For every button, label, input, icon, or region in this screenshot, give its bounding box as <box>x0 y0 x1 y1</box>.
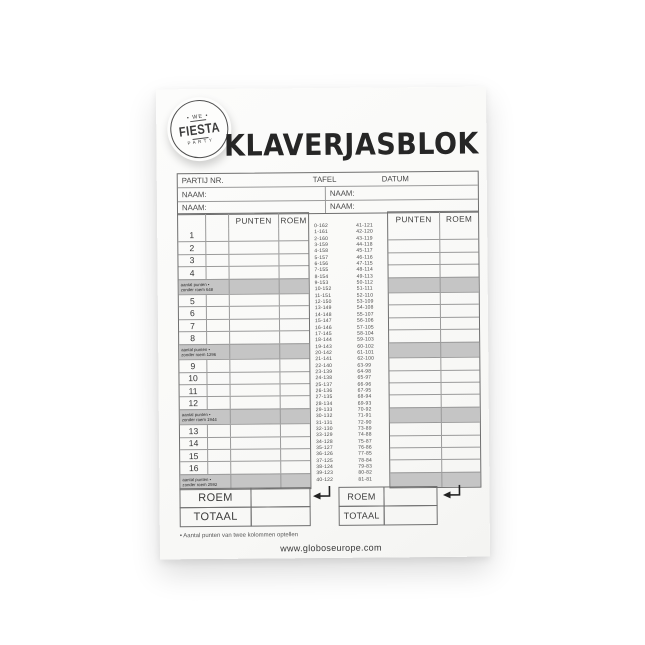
round-number: 3 <box>189 255 195 266</box>
score-row-10 <box>179 371 309 385</box>
score-row-13 <box>180 423 310 437</box>
totaal-cell <box>384 505 438 525</box>
mark-cell <box>206 295 229 307</box>
punten-cell <box>228 254 278 266</box>
roem-cell <box>280 384 310 396</box>
reference-pair: 53-109 <box>356 298 374 305</box>
score-row-3 <box>388 251 478 264</box>
reference-pair: 4-158 <box>314 248 329 255</box>
mark-cell <box>207 450 230 462</box>
subtotal-label: aantal punten • zonder roem 1296 <box>181 346 217 358</box>
reference-pair: 48-114 <box>356 266 373 274</box>
round-number: 5 <box>189 295 195 306</box>
round-number: 8 <box>190 333 196 344</box>
reference-pair: 57-105 <box>357 324 374 331</box>
roem-cell <box>279 266 309 278</box>
reference-pair: 21-141 <box>315 356 333 363</box>
subtotal-label: aantal punten • zonder roem 2592 <box>182 476 218 488</box>
reference-pair: 69-93 <box>357 400 372 407</box>
score-pad-sheet <box>156 87 490 560</box>
reference-pair: 41-121 <box>356 222 373 229</box>
punten-cell <box>228 242 278 254</box>
reference-pair: 9-153 <box>314 280 329 287</box>
roem-total-row <box>179 487 310 508</box>
carry-arrow-left-icon <box>310 486 332 502</box>
reference-pair: 66-96 <box>357 381 372 388</box>
roem-cell <box>439 240 478 252</box>
score-row-7 <box>389 316 479 329</box>
reference-pair: 0-162 <box>314 222 328 230</box>
reference-pair: 39-123 <box>316 470 334 477</box>
round-number: 2 <box>189 243 195 254</box>
round-number: 12 <box>188 398 199 409</box>
punten-cell <box>229 307 279 319</box>
score-row-11 <box>390 382 480 395</box>
mark-cell <box>207 397 230 409</box>
reference-pair: 40-122 <box>316 476 334 483</box>
score-row-16 <box>390 459 480 472</box>
score-row-14 <box>390 434 480 447</box>
reference-pair: 42-120 <box>356 228 374 236</box>
score-row-15 <box>390 447 480 460</box>
subtotal-row <box>389 276 479 292</box>
mark-cell <box>205 229 228 242</box>
round-number: 4 <box>189 267 195 279</box>
reference-pair: 73-89 <box>357 425 372 432</box>
punten-cell <box>389 330 440 342</box>
totaal-cell <box>251 506 311 527</box>
punten-cell <box>229 294 279 306</box>
reference-pair: 20-142 <box>315 349 333 356</box>
roem-cell <box>440 330 479 342</box>
reference-pair: 33-129 <box>315 432 333 439</box>
reference-pair: 23-139 <box>315 368 333 375</box>
punten-cell <box>228 228 278 241</box>
left-score-rows <box>178 228 310 489</box>
score-reference-column-a <box>314 223 354 483</box>
roem-cell <box>441 460 480 472</box>
roem-cell <box>440 293 479 305</box>
round-number: 1 <box>189 230 195 241</box>
mark-cell <box>207 462 230 474</box>
mark-cell <box>206 360 229 372</box>
score-row-4 <box>388 264 478 277</box>
reference-pair: 32-130 <box>315 425 333 433</box>
roem-cell <box>440 305 479 317</box>
roem-cell <box>280 449 310 461</box>
roem-cell <box>279 294 309 306</box>
reference-pair: 60-102 <box>357 343 375 350</box>
punten-cell <box>230 409 280 424</box>
punten-cell <box>389 370 440 382</box>
reference-pair: 7-155 <box>314 267 329 274</box>
score-row-2 <box>178 241 308 255</box>
roem-cell <box>280 409 310 424</box>
reference-pair: 15-147 <box>314 318 332 325</box>
reference-pair: 13-149 <box>314 305 332 312</box>
reference-pair: 59-103 <box>357 336 374 343</box>
reference-pair: 71-91 <box>357 412 372 420</box>
mark-cell <box>206 307 229 319</box>
roem-cell <box>279 372 309 384</box>
punten-cell <box>229 344 279 359</box>
score-row-10 <box>389 369 479 382</box>
subtotal-label: aantal punten • zonder roem 1944 <box>181 411 217 423</box>
roem-cell <box>441 448 480 460</box>
score-row-6 <box>179 306 309 320</box>
reference-pair: 43-119 <box>356 235 373 242</box>
punten-cell <box>390 460 441 472</box>
roem-cell <box>280 461 310 473</box>
roem-total-label: ROEM <box>179 488 251 509</box>
roem-cell <box>280 437 310 449</box>
left-score-table <box>177 212 311 490</box>
reference-pair: 16-146 <box>315 324 332 331</box>
punten-cell <box>389 305 440 317</box>
round-number-header <box>178 214 205 229</box>
datum-label: DATUM <box>381 174 409 184</box>
reference-pair: 34-128 <box>316 438 333 445</box>
round-number: 9 <box>190 360 196 371</box>
mark-cell <box>206 320 229 332</box>
left-totals-block <box>179 487 310 527</box>
roem-header: ROEM <box>278 213 308 228</box>
reference-pair: 78-84 <box>358 457 373 464</box>
reference-pair: 79-83 <box>358 463 373 470</box>
footnote: • Aantal punten van twee kolommen optellen <box>179 532 299 540</box>
reference-pair: 31-131 <box>315 419 333 426</box>
subtotal-row <box>390 406 480 422</box>
carry-arrow-right-icon <box>440 485 462 501</box>
punten-cell <box>389 343 440 358</box>
reference-pair: 17-145 <box>315 330 332 337</box>
punten-cell <box>229 267 279 279</box>
subtotal-row <box>179 278 309 295</box>
badge-brand-name: FIESTA <box>178 119 221 140</box>
reference-pair: 1-161 <box>314 229 329 236</box>
reference-pair: 56-106 <box>356 317 374 324</box>
naam-label: NAAM: <box>325 199 478 213</box>
score-row-9 <box>389 357 479 370</box>
page-title: KLAVERJASBLOK <box>223 127 480 164</box>
score-row-5 <box>389 292 479 305</box>
reference-pair: 58-104 <box>357 330 374 337</box>
reference-pair: 67-95 <box>357 387 372 394</box>
reference-pair: 5-157 <box>314 254 329 261</box>
roem-cell <box>439 265 478 277</box>
punten-cell <box>230 384 280 396</box>
right-score-table <box>387 211 481 489</box>
punten-cell <box>388 253 439 265</box>
round-number: 6 <box>189 308 195 319</box>
mark-cell <box>207 437 230 449</box>
reference-pair: 70-92 <box>357 406 372 413</box>
roem-cell <box>279 307 309 319</box>
punten-cell <box>389 265 440 277</box>
roem-cell <box>440 277 479 292</box>
reference-pair: 61-101 <box>357 349 375 356</box>
score-row-14 <box>180 436 310 450</box>
reference-pair: 75-87 <box>358 438 372 445</box>
score-row-7 <box>179 318 309 332</box>
reference-pair: 30-132 <box>315 413 333 420</box>
punten-cell <box>390 448 441 460</box>
reference-pair: 29-133 <box>315 406 333 414</box>
roem-cell <box>279 331 309 343</box>
reference-pair: 44-118 <box>356 241 373 248</box>
mark-cell <box>207 385 230 397</box>
punten-cell <box>388 227 439 240</box>
score-row-15 <box>180 448 310 462</box>
reference-pair: 14-148 <box>314 311 332 318</box>
roem-cell <box>439 252 478 264</box>
roem-cell <box>279 279 309 294</box>
website-url: www.globoseurope.com <box>280 542 382 554</box>
mark-cell <box>205 255 228 267</box>
totaal-label: TOTAAL <box>339 505 385 525</box>
match-info-table <box>177 171 479 216</box>
score-row-3 <box>178 253 308 267</box>
totaal-row <box>339 505 438 526</box>
roem-cell <box>279 344 309 359</box>
punten-cell <box>390 423 441 435</box>
mark-cell <box>206 332 229 344</box>
reference-pair: 25-137 <box>315 381 333 388</box>
round-number: 16 <box>188 463 199 474</box>
reference-pair: 80-82 <box>358 469 373 477</box>
punten-cell <box>230 462 280 474</box>
reference-pair: 10-152 <box>314 286 332 293</box>
partij-nr-label: PARTIJ NR. <box>181 176 224 186</box>
naam-label: NAAM: <box>181 189 207 200</box>
punten-header: PUNTEN <box>395 215 432 225</box>
mark-cell <box>207 425 230 437</box>
roem-cell <box>278 254 308 266</box>
reference-pair: 54-108 <box>356 305 374 312</box>
roem-cell <box>280 424 310 436</box>
roem-total-cell <box>383 486 437 506</box>
reference-pair: 77-85 <box>358 450 372 458</box>
left-table-header <box>178 213 308 229</box>
reference-pair: 45-117 <box>356 247 373 255</box>
subtotal-label: aantal punten • zonder roem 648 <box>180 281 214 293</box>
reference-pair: 11-151 <box>314 292 332 299</box>
reference-pair: 74-88 <box>357 431 372 439</box>
reference-pair: 22-140 <box>315 362 333 369</box>
punten-cell <box>389 293 440 305</box>
roem-cell <box>279 359 309 371</box>
reference-pair: 68-94 <box>357 393 372 400</box>
reference-pair: 19-143 <box>315 343 333 350</box>
reference-pair: 49-113 <box>356 273 374 280</box>
punten-cell <box>389 358 440 370</box>
round-number: 14 <box>188 438 199 449</box>
score-row-1 <box>388 227 478 240</box>
reference-pair: 18-144 <box>315 337 332 344</box>
score-row-11 <box>180 383 310 397</box>
score-row-16 <box>180 460 310 474</box>
reference-pair: 38-124 <box>316 463 334 471</box>
reference-pair: 50-112 <box>356 279 374 286</box>
score-row-12 <box>180 395 310 409</box>
reference-pair: 28-134 <box>315 400 333 407</box>
naam-label: NAAM: <box>325 186 478 200</box>
reference-pair: 26-136 <box>315 387 333 395</box>
reference-pair: 76-86 <box>358 444 372 451</box>
reference-pair: 72-90 <box>357 419 372 426</box>
score-row-5 <box>179 293 309 307</box>
reference-pair: 62-100 <box>357 355 375 362</box>
reference-pair: 6-156 <box>314 261 329 268</box>
round-number: 13 <box>188 425 199 437</box>
reference-pair: 63-99 <box>357 362 372 369</box>
reference-pair: 24-138 <box>315 375 333 382</box>
reference-pair: 65-97 <box>357 374 372 381</box>
totaal-row <box>180 506 311 527</box>
roem-cell <box>279 319 309 331</box>
score-row-12 <box>390 394 480 407</box>
punten-cell <box>389 278 440 293</box>
punten-cell <box>230 397 280 409</box>
roem-cell <box>280 396 310 408</box>
roem-cell <box>440 370 479 382</box>
roem-cell <box>278 242 308 254</box>
right-table-header <box>388 212 478 228</box>
reference-pair: 55-107 <box>356 311 374 318</box>
punten-cell <box>388 240 439 252</box>
round-number: 10 <box>188 373 198 384</box>
badge-top-text: • WE • <box>186 112 209 122</box>
roem-cell <box>440 358 479 370</box>
round-number: 15 <box>188 450 199 461</box>
right-score-rows <box>388 227 480 488</box>
reference-pair: 81-81 <box>358 476 373 483</box>
punten-cell <box>230 449 280 461</box>
subtotal-row <box>180 408 310 425</box>
roem-header: ROEM <box>439 212 478 227</box>
roem-cell <box>439 227 478 240</box>
reference-pair: 3-159 <box>314 241 329 249</box>
mark-cell <box>206 267 229 279</box>
mark-header <box>205 214 228 229</box>
score-row-9 <box>179 358 309 372</box>
punten-cell <box>229 372 279 384</box>
badge-bottom-text: PARTY <box>187 137 215 146</box>
reference-pair: 37-125 <box>316 457 334 464</box>
round-number: 11 <box>188 385 198 396</box>
right-totals-block <box>338 486 437 526</box>
punten-cell <box>229 319 279 331</box>
reference-pair: 64-98 <box>357 368 372 375</box>
score-row-13 <box>390 422 480 435</box>
round-number: 7 <box>190 320 195 331</box>
roem-cell <box>440 342 479 357</box>
tafel-label: TAFEL <box>312 175 337 185</box>
punten-cell <box>229 360 279 372</box>
punten-cell <box>390 408 441 423</box>
punten-cell <box>389 318 440 330</box>
reference-pair: 2-160 <box>314 235 329 242</box>
roem-total-row <box>338 486 437 507</box>
reference-pair: 12-150 <box>314 299 332 306</box>
score-row-6 <box>389 304 479 317</box>
reference-pair: 27-135 <box>315 394 333 401</box>
naam-label: NAAM: <box>181 203 207 213</box>
score-row-8 <box>179 330 309 344</box>
roem-cell <box>440 317 479 329</box>
punten-cell <box>229 332 279 344</box>
mark-cell <box>205 242 228 254</box>
reference-pair: 35-127 <box>316 444 333 452</box>
roem-cell <box>441 435 480 447</box>
roem-cell <box>278 228 308 241</box>
punten-cell <box>230 425 280 437</box>
roem-total-cell <box>250 487 310 508</box>
mark-cell <box>206 372 229 384</box>
punten-cell <box>229 279 279 294</box>
score-row-4 <box>179 265 309 279</box>
score-row-1 <box>178 228 308 242</box>
subtotal-row <box>389 341 479 357</box>
subtotal-row <box>179 343 309 360</box>
punten-cell <box>390 436 441 448</box>
punten-cell <box>390 395 441 407</box>
punten-header: PUNTEN <box>228 213 278 228</box>
reference-pair: 36-126 <box>316 451 333 458</box>
score-row-2 <box>388 239 478 252</box>
totaal-label: TOTAAL <box>180 507 252 528</box>
roem-total-label: ROEM <box>338 486 384 506</box>
punten-cell <box>390 383 441 395</box>
reference-pair: 46-116 <box>356 254 373 261</box>
reference-pair: 8-154 <box>314 273 329 280</box>
reference-pair: 47-115 <box>356 260 373 267</box>
roem-cell <box>441 423 480 435</box>
roem-cell <box>441 407 480 422</box>
score-row-8 <box>389 329 479 342</box>
reference-pair: 51-111 <box>356 286 373 293</box>
punten-cell <box>230 437 280 449</box>
roem-cell <box>441 395 480 407</box>
roem-cell <box>441 383 480 395</box>
reference-pair: 52-110 <box>356 292 374 299</box>
